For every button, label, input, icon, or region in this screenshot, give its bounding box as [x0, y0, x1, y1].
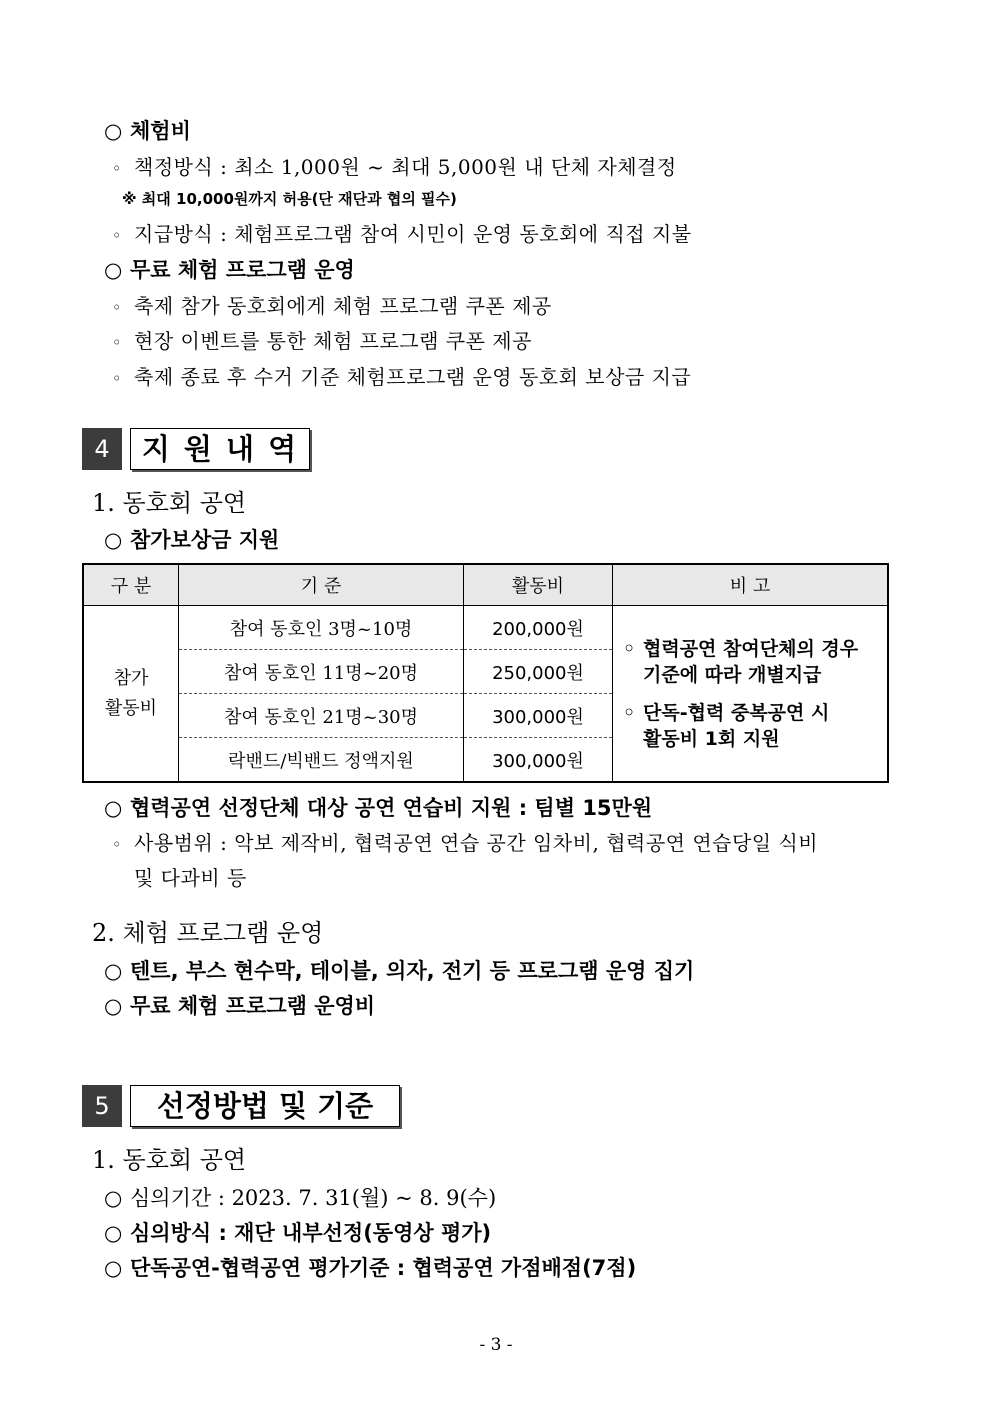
list-item: ○ 무료 체험 프로그램 운영비	[104, 994, 376, 1018]
remarks-cell	[613, 606, 889, 783]
fee-note: ※ 최대 10,000원까지 허용(단 재단과 협의 필수)	[122, 190, 457, 208]
subheading-experience-program: 2. 체험 프로그램 운영	[92, 919, 324, 947]
header-criteria: 기 준	[179, 564, 464, 606]
circle-bullet-icon: ○	[104, 959, 123, 983]
header-fee: 활동비	[464, 564, 613, 606]
category-line: 활동비	[104, 697, 158, 719]
fee-payment: ◦ 지급방식 : 체험프로그램 참여 시민이 운영 동호회에 직접 지불	[112, 222, 692, 246]
fee-cell: 200,000원	[464, 606, 613, 650]
fee-cell: 300,000원	[464, 738, 613, 783]
remark-item	[623, 636, 887, 688]
list-item: ◦ 축제 참가 동호회에게 체험 프로그램 쿠폰 제공	[112, 294, 552, 318]
section-number-4: 4	[82, 428, 122, 470]
remark-line: 기준에 따라 개별지급	[643, 663, 822, 686]
category-cell	[83, 606, 179, 783]
circle-bullet-icon: ○	[104, 528, 123, 552]
usage-scope-cont: 및 다과비 등	[134, 866, 247, 890]
circle-bullet-icon: ○	[104, 1186, 123, 1210]
bullet-practice-fee: ○ 협력공연 선정단체 대상 공연 연습비 지원 : 팀별 15만원	[104, 796, 653, 820]
fee-method: ◦ 책정방식 : 최소 1,000원 ~ 최대 5,000원 내 단체 자체결정	[112, 155, 677, 179]
circle-bullet-icon: ○	[104, 1221, 123, 1245]
fee-heading: ○ 체험비	[104, 119, 191, 143]
dot-bullet-icon: ◦	[112, 369, 122, 388]
free-program-heading: ○ 무료 체험 프로그램 운영	[104, 258, 355, 282]
circle-bullet-icon: ○	[104, 994, 123, 1018]
header-remarks: 비 고	[613, 564, 889, 606]
remark-item	[623, 700, 887, 752]
list-item: ◦ 축제 종료 후 수거 기준 체험프로그램 운영 동호회 보상금 지급	[112, 365, 692, 389]
circle-bullet-icon: ○	[104, 796, 123, 820]
dot-bullet-icon: ◦	[112, 159, 122, 178]
list-item: ○ 심의방식 : 재단 내부선정(동영상 평가)	[104, 1221, 492, 1245]
subheading-club-performance: 1. 동호회 공연	[92, 489, 247, 517]
dot-bullet-icon: ◦	[623, 637, 636, 660]
circle-bullet-icon: ○	[104, 258, 123, 282]
header-category: 구 분	[83, 564, 179, 606]
subheading-club-performance-5: 1. 동호회 공연	[92, 1146, 247, 1174]
table-row	[83, 606, 888, 650]
usage-scope: ◦ 사용범위 : 악보 제작비, 협력공연 연습 공간 임차비, 협력공연 연습당일 식비	[112, 831, 819, 855]
bullet-participation-fee: ○ 참가보상금 지원	[104, 528, 280, 552]
dot-bullet-icon: ◦	[112, 835, 122, 854]
remark-line: ◦ 단독-협력 중복공연 시	[623, 701, 830, 724]
circle-bullet-icon: ○	[104, 1256, 123, 1280]
criteria-cell: 락밴드/빅밴드 정액지원	[179, 738, 464, 783]
circle-bullet-icon: ○	[104, 119, 123, 143]
list-item: ◦ 현장 이벤트를 통한 체험 프로그램 쿠폰 제공	[112, 329, 532, 353]
criteria-cell: 참여 동호인 11명~20명	[179, 650, 464, 694]
list-item: ○ 심의기간 : 2023. 7. 31(월) ~ 8. 9(수)	[104, 1186, 497, 1210]
dot-bullet-icon: ◦	[623, 701, 636, 724]
support-table	[82, 563, 889, 783]
dot-bullet-icon: ◦	[112, 298, 122, 317]
table-header-row	[83, 564, 888, 606]
dot-bullet-icon: ◦	[112, 226, 122, 245]
section-title-4: 지 원 내 역	[130, 428, 310, 470]
fee-cell: 250,000원	[464, 650, 613, 694]
dot-bullet-icon: ◦	[112, 333, 122, 352]
remark-line: ◦ 협력공연 참여단체의 경우	[623, 637, 859, 660]
list-item: ○ 텐트, 부스 현수막, 테이블, 의자, 전기 등 프로그램 운영 집기	[104, 959, 695, 983]
list-item: ○ 단독공연-협력공연 평가기준 : 협력공연 가점배점(7점)	[104, 1256, 637, 1280]
criteria-cell: 참여 동호인 3명~10명	[179, 606, 464, 650]
section-number-5: 5	[82, 1085, 122, 1127]
page-number: - 3 -	[479, 1335, 513, 1355]
section-title-5: 선정방법 및 기준	[130, 1085, 400, 1127]
category-line: 참가	[113, 667, 149, 689]
criteria-cell: 참여 동호인 21명~30명	[179, 694, 464, 738]
remark-line: 활동비 1회 지원	[643, 727, 780, 750]
fee-cell: 300,000원	[464, 694, 613, 738]
